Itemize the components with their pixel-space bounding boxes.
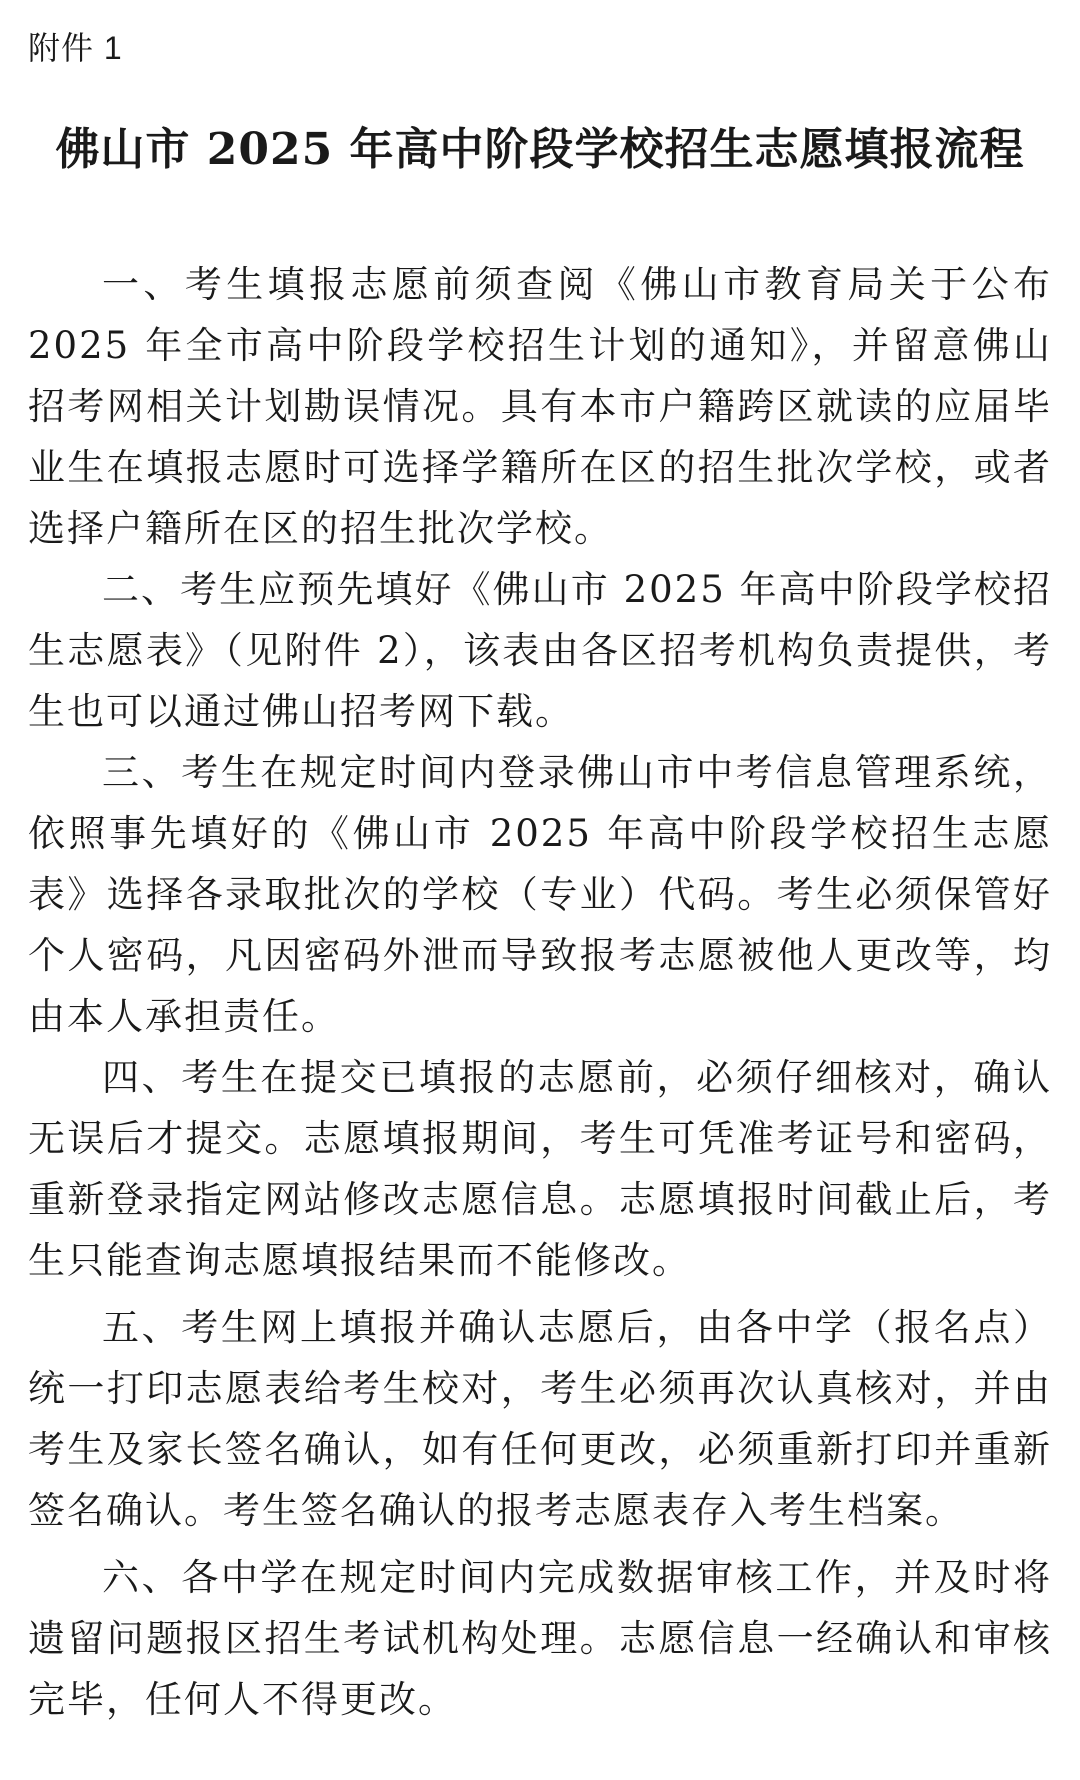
paragraph-6: 六、各中学在规定时间内完成数据审核工作，并及时将遗留问题报区招生考试机构处理。志愿信息一经确认和审核完毕，任何人不得更改。 xyxy=(28,1556,1052,1721)
paragraph-4: 四、考生在提交已填报的志愿前，必须仔细核对，确认无误后才提交。志愿填报期间，考生可凭准考证号和密码，重新登录指定网站修改志愿信息。志愿填报时间截止后，考生只能查询志愿填报结果而不能修改。 xyxy=(28,1056,1052,1282)
paragraph-1: 一、考生填报志愿前须查阅《佛山市教育局关于公布 2025 年全市高中阶段学校招生计划的通知》，并留意佛山招考网相关计划勘误情况。具有本市户籍跨区就读的应届毕业生在填报志愿时可选择学籍所在区的招生批次学校，或者选择户籍所在区的招生批次学校。 xyxy=(28,263,1052,550)
attachment-label: 附件 1 xyxy=(28,30,123,66)
document-body xyxy=(28,254,1052,1730)
paragraph-3: 三、考生在规定时间内登录佛山市中考信息管理系统，依照事先填好的《佛山市 2025 年高中阶段学校招生志愿表》选择各录取批次的学校（专业）代码。考生必须保管好个人密码，凡因密码外泄而导致报考志愿被他人更改等，均由本人承担责任。 xyxy=(28,751,1052,1038)
document-title: 佛山市 2025 年高中阶段学校招生志愿填报流程 xyxy=(55,124,1025,175)
paragraph-5: 五、考生网上填报并确认志愿后，由各中学（报名点）统一打印志愿表给考生校对，考生必须再次认真核对，并由考生及家长签名确认，如有任何更改，必须重新打印并重新签名确认。考生签名确认的报考志愿表存入考生档案。 xyxy=(28,1306,1052,1532)
paragraph-2: 二、考生应预先填好《佛山市 2025 年高中阶段学校招生志愿表》（见附件 2），该表由各区招考机构负责提供，考生也可以通过佛山招考网下载。 xyxy=(28,568,1052,733)
